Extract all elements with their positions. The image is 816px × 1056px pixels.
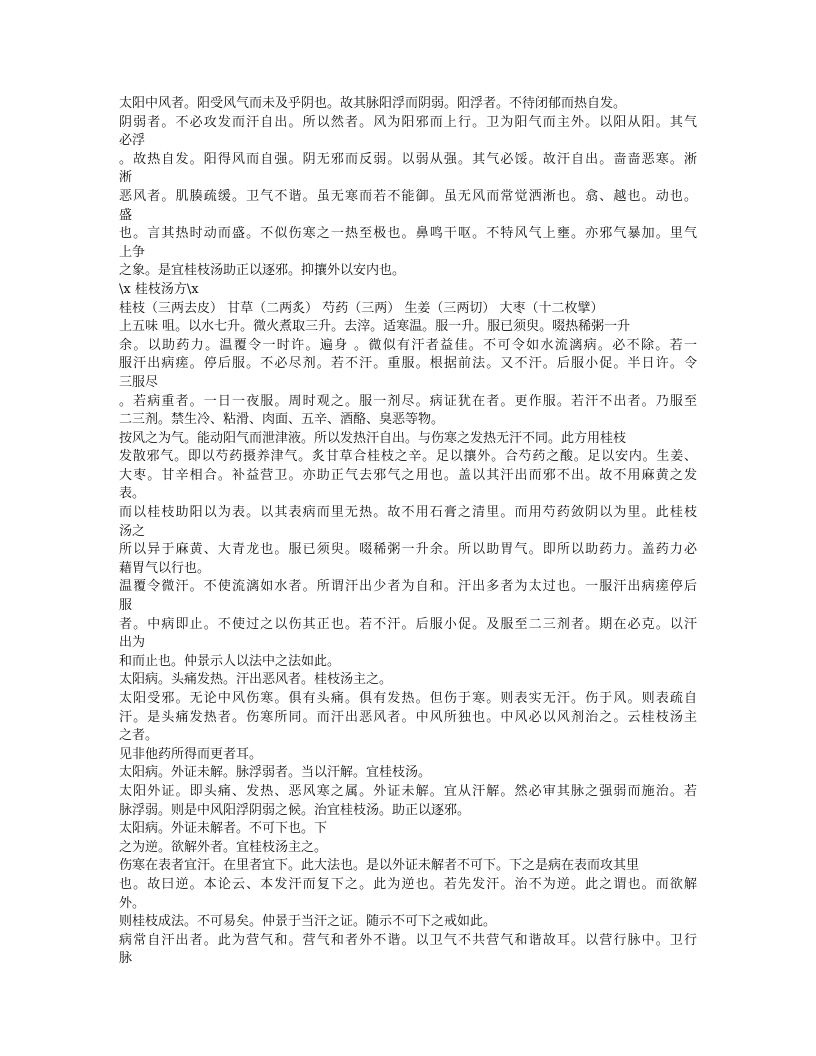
text-line: 太阳病。头痛发热。汗出恶风者。桂枝汤主之。 (119, 672, 393, 688)
text-line: 阴弱者。不必攻发而汗自出。所以然者。风为阳邪而上行。卫为阳气而主外。以阳从阳。其气 (119, 114, 697, 130)
text-line: 桂枝（三两去皮） 甘草（二两炙） 芍药（三两） 生姜（三两切） 大枣（十二枚擘） (119, 300, 604, 316)
text-line: 太阳病。外证未解。脉浮弱者。当以汗解。宜桂枝汤。 (119, 765, 432, 781)
text-line: 太阳受邪。无论中风伤寒。俱有头痛。俱有发热。但伤于寒。则表实无汗。伤于风。则表疏自 (119, 691, 697, 706)
text-line: 必浮 (119, 133, 146, 149)
text-line: 汤之 (119, 523, 146, 539)
text-line: 按风之为气。能动阳气而泄津液。所以发热汗自出。与伤寒之发热无汗不同。此方用桂枝 (119, 430, 627, 446)
text-line: 服 (119, 598, 133, 614)
text-line: 而以桂枝助阳以为表。以其表病而里无热。故不用石膏之清里。而用芍药敛阴以为里。此桂枝 (119, 505, 697, 521)
text-line: 之为逆。欲解外者。宜桂枝汤主之。 (119, 839, 328, 855)
text-line: 表。 (119, 486, 146, 502)
text-line: 出为 (119, 635, 146, 651)
text-line: 发散邪气。即以芍药摄养津气。炙甘草合桂枝之辛。足以攘外。合芍药之酸。足以安内。生姜、 (119, 449, 697, 465)
text-line: 藉胃气以行也。 (119, 560, 211, 576)
text-line: 者。中病即止。不使过之以伤其正也。若不汗。后服小促。及服至二三剂者。期在必克。以汗 (119, 616, 697, 632)
text-line: 也。故曰逆。本论云、本发汗而复下之。此为逆也。若先发汗。治不为逆。此之谓也。而欲解 (119, 876, 697, 892)
text-line: 上争 (119, 244, 146, 260)
text-line: 病常自汗出者。此为营气和。营气和者外不谐。以卫气不共营气和谐故耳。以营行脉中。卫行 (119, 932, 697, 948)
text-line: 伤寒在表者宜汗。在里者宜下。此大法也。是以外证未解者不可下。下之是病在表而攻其里 (119, 858, 640, 874)
text-line: 大枣。甘辛相合。补益营卫。亦助正气去邪气之用也。盖以其汗出而邪不出。故不用麻黄之发 (119, 467, 697, 483)
document-page (119, 95, 697, 969)
text-line: 则桂枝成法。不可易矣。仲景于当汗之证。随示不可下之戒如此。 (119, 914, 497, 930)
text-line: 之象。是宜桂枝汤助正以逐邪。抑攘外以安内也。 (119, 263, 406, 279)
text-line: \x 桂枝汤方\x (119, 281, 199, 297)
text-line: 和而止也。仲景示人以法中之法如此。 (119, 653, 341, 669)
text-line: 二三剂。禁生冷、粘滑、肉面、五辛、酒酪、臭恶等物。 (119, 412, 445, 428)
text-line: 太阳病。外证未解者。不可下也。下 (119, 821, 328, 837)
text-line: 恶风者。肌腠疏缓。卫气不谐。虽无寒而若不能御。虽无风而常觉洒淅也。翕、越也。动也。 (119, 188, 697, 204)
text-line: 淅 (119, 170, 133, 186)
text-line: 上五味 咀。以水七升。微火煮取三升。去滓。适寒温。服一升。服已须臾。啜热稀粥一升 (119, 319, 631, 335)
text-line: 之者。 (119, 728, 159, 744)
text-line: 余。以助药力。温覆令一时许。遍身 。微似有汗者益佳。不可令如水流漓病。必不除。若一 (119, 337, 697, 353)
text-line: 见非他药所得而更者耳。 (119, 746, 263, 762)
text-line: 脉 (119, 951, 133, 967)
text-line: 。若病重者。一日一夜服。周时观之。服一剂尽。病证犹在者。更作服。若汗不出者。乃服至 (119, 393, 697, 409)
text-line: 也。言其热时动而盛。不似伤寒之一热至极也。鼻鸣干呕。不特风气上壅。亦邪气暴加。里气 (119, 226, 697, 242)
text-line: 服汗出病瘥。停后服。不必尽剂。若不汗。重服。根据前法。又不汗。后服小促。半日许。令 (119, 356, 697, 372)
text-line: 三服尽 (119, 374, 159, 390)
text-line: 太阳外证。即头痛、发热、恶风寒之属。外证未解。宜从汗解。然必审其脉之强弱而施治。若 (119, 783, 697, 799)
text-line: 外。 (119, 895, 146, 911)
text-line: 太阳中风者。阳受风气而未及乎阴也。故其脉阳浮而阴弱。阳浮者。不待闭郁而热自发。 (119, 96, 627, 111)
text-line: 温覆令微汗。不使流漓如水者。所谓汗出少者为自和。汗出多者为太过也。一服汗出病瘥停后 (119, 579, 697, 595)
text-line: 脉浮弱。则是中风阳浮阴弱之候。治宜桂枝汤。助正以逐邪。 (119, 802, 471, 818)
text-line: 汗。是头痛发热者。伤寒所同。而汗出恶风者。中风所独也。中风必以风剂治之。云桂枝汤主 (119, 709, 697, 725)
text-line: 所以异于麻黄、大青龙也。服已须臾。啜稀粥一升余。所以助胃气。即所以助药力。盖药力必 (119, 542, 697, 558)
text-line: 。故热自发。阳得风而自强。阴无邪而反弱。以弱从强。其气必馁。故汗自出。啬啬恶寒。淅 (119, 151, 697, 167)
text-line: 盛 (119, 207, 133, 223)
